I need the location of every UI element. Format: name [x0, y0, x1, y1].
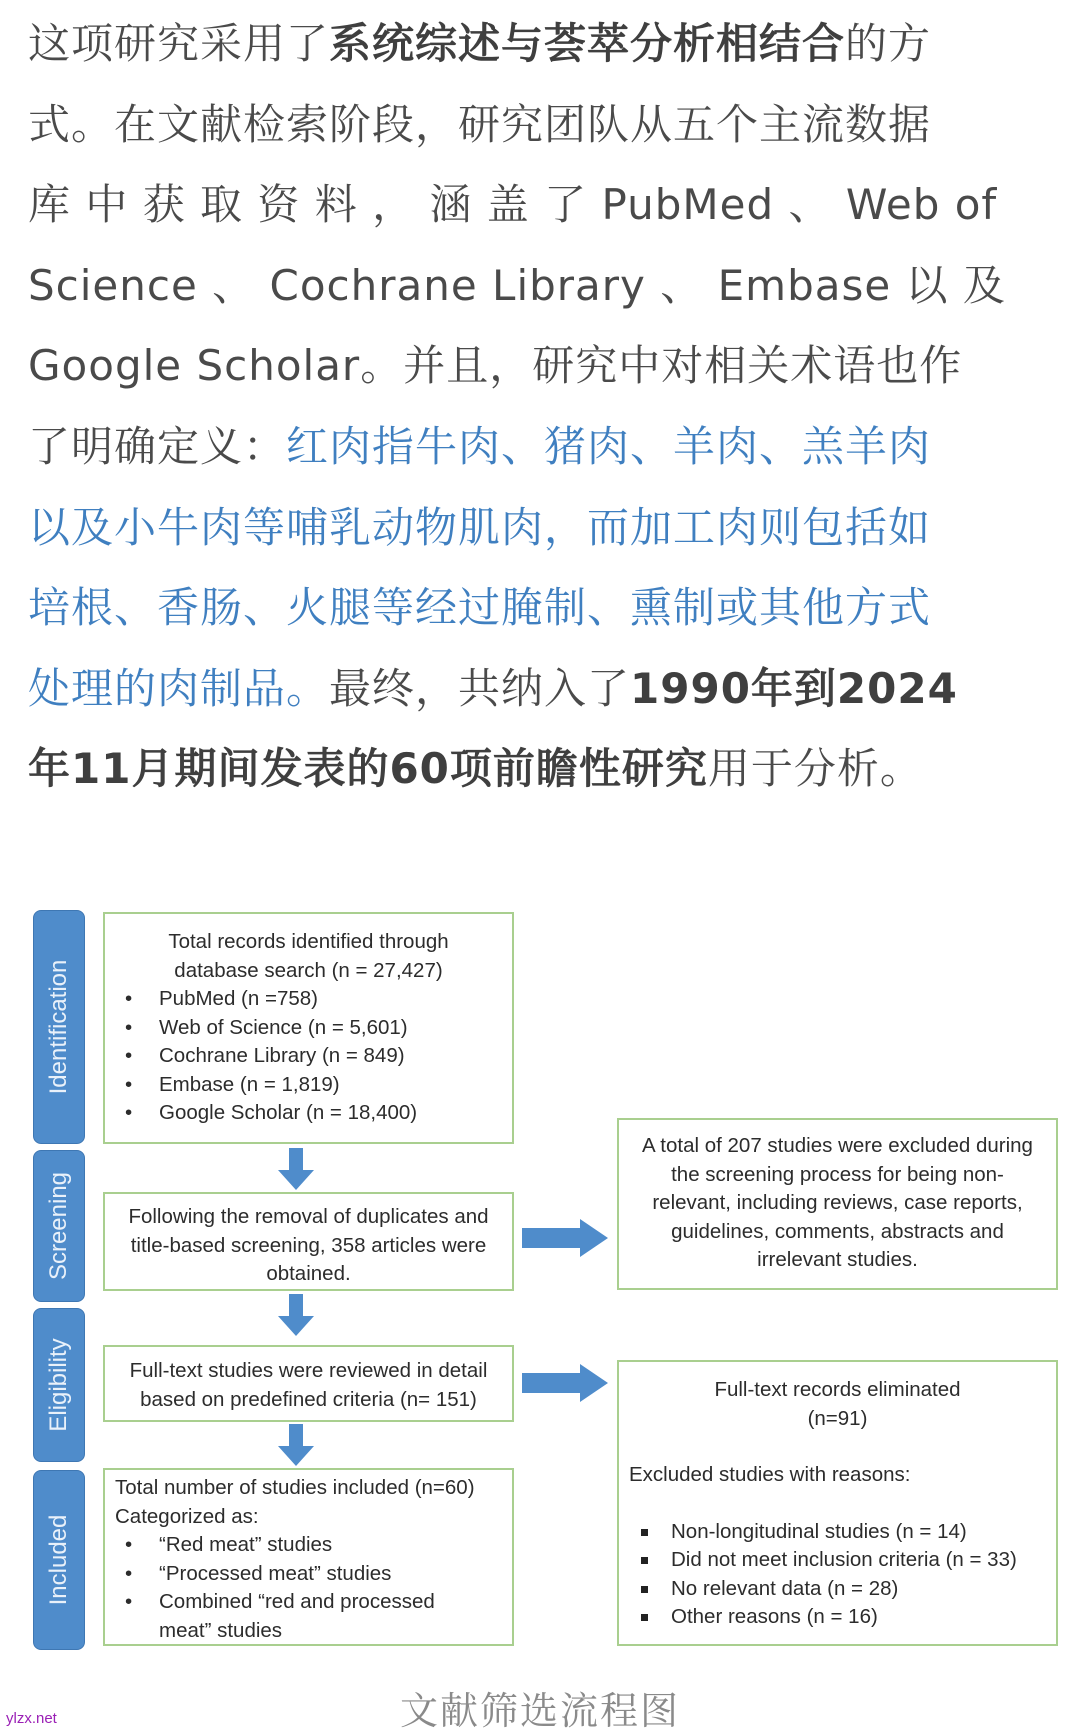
eligibility-line-1: Full-text studies were reviewed in detail — [129, 1359, 488, 1382]
highlighted-text: 红肉指牛肉、猪肉、羊肉、羔羊肉 — [286, 422, 932, 471]
watermark: ylzx.net — [6, 1710, 57, 1727]
stage-label: Identification — [45, 959, 72, 1095]
excluded-line-1: A total of 207 studies were excluded during — [642, 1134, 1033, 1157]
stage-label: Included — [45, 1514, 72, 1606]
stage-label: Eligibility — [45, 1338, 72, 1432]
identification-title-1: Total records identified through — [168, 930, 449, 953]
category-item: • “Red meat” studies — [115, 1531, 502, 1560]
stage-label: Screening — [45, 1171, 72, 1281]
arrow-down-icon — [276, 1424, 316, 1466]
arrow-down-icon — [276, 1294, 316, 1336]
body-text: 式。在文献检索阶段，研究团队从五个主流数据 — [28, 99, 932, 149]
arrow-right-icon — [522, 1219, 608, 1257]
figure-caption: 文献筛选流程图 — [399, 1689, 680, 1733]
category-item: • Combined “red and processed — [115, 1588, 502, 1617]
screening-line-3: obtained. — [266, 1262, 351, 1285]
arrow-right-icon — [522, 1364, 608, 1402]
paragraph-line — [28, 568, 931, 648]
included-line-2: Categorized as: — [115, 1504, 259, 1528]
paragraph-line — [28, 165, 997, 245]
body-text: Science 、 Cochrane Library 、 Embase 以 及 — [28, 260, 1006, 310]
paragraph-line — [28, 407, 931, 487]
source-item: • Web of Science (n = 5,601) — [115, 1014, 502, 1043]
screening-excluded-box — [617, 1118, 1058, 1290]
paragraph-line — [28, 85, 931, 165]
eligibility-excluded-box — [617, 1360, 1058, 1646]
reason-item: Non-longitudinal studies (n = 14) — [629, 1518, 1046, 1547]
body-text: 了明确定义： — [28, 422, 287, 471]
highlighted-text: 以及小牛肉等哺乳动物肌肉，而加工肉则包括如 — [28, 502, 932, 552]
stage-tab-eligibility — [33, 1308, 85, 1462]
source-item: • Embase (n = 1,819) — [115, 1071, 502, 1100]
reasons-heading: Excluded studies with reasons: — [629, 1463, 911, 1486]
body-text: 的方 — [845, 19, 932, 68]
body-text: Google Scholar。并且，研究中对相关术语也作 — [28, 341, 963, 391]
excluded-line-4: guidelines, comments, abstracts and — [671, 1219, 1004, 1243]
paragraph-line — [28, 246, 1006, 326]
body-text: 这项研究采用了 — [28, 19, 330, 68]
stage-tab-included — [33, 1470, 85, 1650]
highlighted-text: 处理的肉制品。 — [28, 663, 330, 713]
stage-tab-identification — [33, 910, 85, 1144]
screening-line-1: Following the removal of duplicates and — [128, 1205, 489, 1228]
stage-tab-screening — [33, 1150, 85, 1302]
included-box — [103, 1468, 514, 1646]
body-text: 库 中 获 取 资 料 ， 涵 盖 了 PubMed 、 Web of — [28, 180, 998, 230]
eliminated-title-2: (n=91) — [807, 1406, 868, 1430]
bold-text: 年11月期间发表的60项前瞻性研究 — [28, 744, 708, 794]
eligibility-line-2: based on predefined criteria (n= 151) — [140, 1387, 477, 1411]
eliminated-title-1: Full-text records eliminated — [714, 1378, 961, 1401]
source-item: • Cochrane Library (n = 849) — [115, 1042, 502, 1071]
paragraph-line — [28, 488, 931, 568]
category-item: • “Processed meat” studies — [115, 1560, 502, 1589]
paragraph-line — [28, 326, 962, 406]
excluded-line-3: relevant, including reviews, case reports, — [652, 1191, 1023, 1214]
identification-box — [103, 912, 514, 1144]
included-line-1: Total number of studies included (n=60) — [115, 1476, 475, 1499]
screening-box — [103, 1192, 514, 1291]
body-text: 最终，共纳入了 — [329, 663, 631, 713]
reason-item: Other reasons (n = 16) — [629, 1603, 1046, 1632]
paragraph-line — [28, 4, 931, 84]
reason-item: No relevant data (n = 28) — [629, 1575, 1046, 1604]
category-item-continued: meat” studies — [159, 1618, 283, 1642]
source-item: • PubMed (n =758) — [115, 985, 502, 1014]
bold-text: 1990年到2024 — [630, 663, 958, 713]
excluded-line-2: the screening process for being non- — [671, 1162, 1004, 1186]
source-item: • Google Scholar (n = 18,400) — [115, 1099, 502, 1128]
reason-item: Did not meet inclusion criteria (n = 33) — [629, 1546, 1046, 1575]
screening-line-2: title-based screening, 358 articles were — [130, 1233, 487, 1257]
excluded-line-5: irrelevant studies. — [757, 1248, 918, 1271]
identification-title-2: database search (n = 27,427) — [174, 958, 443, 982]
eligibility-box — [103, 1345, 514, 1422]
paragraph-line — [28, 649, 958, 729]
arrow-down-icon — [276, 1148, 316, 1190]
body-text: 用于分析。 — [707, 744, 923, 794]
paragraph-line — [28, 729, 923, 809]
bold-text: 系统综述与荟萃分析相结合 — [329, 19, 846, 68]
highlighted-text: 培根、香肠、火腿等经过腌制、熏制或其他方式 — [28, 583, 932, 633]
